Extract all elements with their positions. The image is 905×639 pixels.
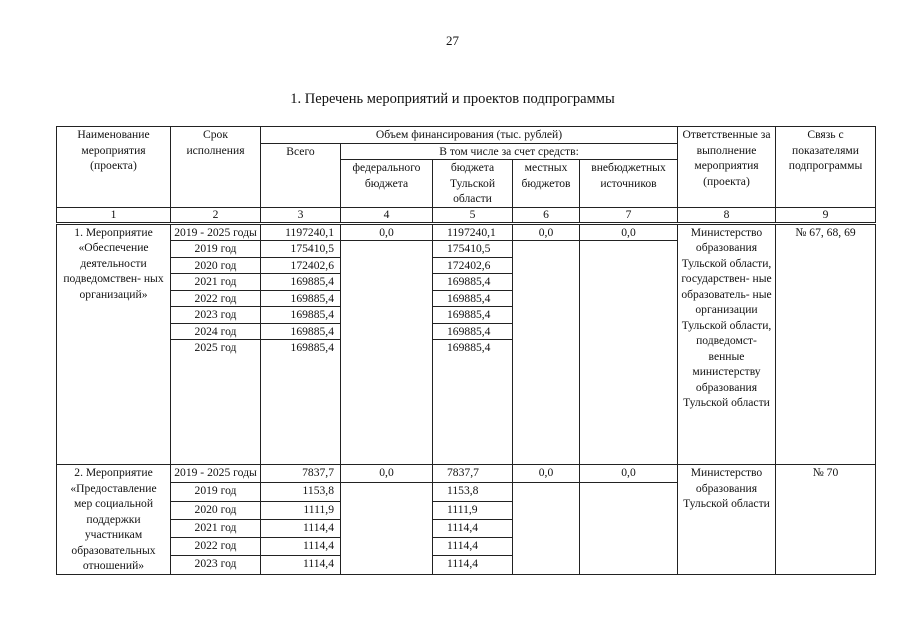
header-extra: внебюджетных источников [580,160,678,208]
page-number: 27 [446,33,459,48]
cell-regional: 1114,4 [433,538,513,556]
cell-total: 169885,4 [261,340,341,465]
cell-term: 2022 год [171,538,261,556]
cell-local: 0,0 [513,223,580,241]
cell-regional: 7837,7 [433,465,513,483]
cell-regional: 169885,4 [433,323,513,340]
measure-name: 2. Мероприятие «Предоставление мер социальной поддержки участникам образовательных отношений» [57,465,171,575]
cell-local [513,241,580,258]
column-number: 4 [341,207,433,223]
cell-local [513,257,580,274]
column-numbers-row [57,207,876,223]
cell-regional: 175410,5 [433,241,513,258]
cell-total: 1197240,1 [261,223,341,241]
cell-total: 172402,6 [261,257,341,274]
cell-term: 2019 год [171,483,261,501]
header-local: местных бюджетов [513,160,580,208]
header-responsible: Ответственные за выполнение мероприятия (проекта) [678,127,776,208]
cell-total: 1114,4 [261,538,341,556]
cell-local [513,519,580,537]
header-total: Всего [261,143,341,207]
cell-extra [580,274,678,291]
cell-local [513,501,580,519]
measure-name: 1. Мероприятие «Обеспечение деятельности подведомствен- ных организаций» [57,223,171,465]
header-regional: бюджета Тульской области [433,160,513,208]
column-number: 5 [433,207,513,223]
cell-federal [341,340,433,465]
cell-federal [341,483,433,501]
measure-indicator-link: № 67, 68, 69 [776,223,876,465]
measure-row [57,223,876,241]
header-name: Наименование мероприятия (проекта) [57,127,171,208]
cell-regional: 1111,9 [433,501,513,519]
measure-indicator-link: № 70 [776,465,876,575]
column-number: 1 [57,207,171,223]
cell-extra [580,340,678,465]
cell-federal [341,241,433,258]
cell-extra [580,556,678,574]
measure-responsible: Министерство образования Тульской области [678,465,776,575]
cell-total: 175410,5 [261,241,341,258]
cell-total: 1153,8 [261,483,341,501]
cell-regional: 1114,4 [433,556,513,574]
cell-term: 2023 год [171,307,261,324]
cell-extra [580,483,678,501]
header-row-1 [57,127,876,144]
cell-extra: 0,0 [580,223,678,241]
page-title: 1. Перечень мероприятий и проектов подпрограммы [290,91,615,107]
cell-federal [341,501,433,519]
cell-term: 2019 - 2025 годы [171,465,261,483]
cell-extra [580,290,678,307]
cell-regional: 1114,4 [433,519,513,537]
header-link: Связь с показателями подпрограммы [776,127,876,208]
cell-federal [341,556,433,574]
cell-extra [580,538,678,556]
cell-term: 2020 год [171,257,261,274]
cell-local [513,556,580,574]
cell-total: 169885,4 [261,307,341,324]
column-number: 9 [776,207,876,223]
cell-extra [580,501,678,519]
cell-federal [341,307,433,324]
cell-federal [341,290,433,307]
cell-extra [580,257,678,274]
measures-table [56,126,876,575]
cell-federal: 0,0 [341,223,433,241]
cell-regional: 172402,6 [433,257,513,274]
cell-regional: 169885,4 [433,340,513,465]
header-federal: федерального бюджета [341,160,433,208]
cell-extra [580,323,678,340]
column-number: 7 [580,207,678,223]
cell-term: 2024 год [171,323,261,340]
cell-federal [341,274,433,291]
cell-extra [580,307,678,324]
cell-regional: 1153,8 [433,483,513,501]
cell-total: 7837,7 [261,465,341,483]
cell-local [513,538,580,556]
cell-local [513,323,580,340]
header-term: Срок исполнения [171,127,261,208]
cell-federal: 0,0 [341,465,433,483]
header-including: В том числе за счет средств: [341,143,678,160]
measure-row [57,465,876,483]
cell-local: 0,0 [513,465,580,483]
cell-local [513,307,580,324]
cell-federal [341,323,433,340]
cell-extra: 0,0 [580,465,678,483]
cell-local [513,274,580,291]
cell-term: 2019 - 2025 годы [171,223,261,241]
column-number: 6 [513,207,580,223]
cell-local [513,290,580,307]
cell-term: 2020 год [171,501,261,519]
cell-federal [341,519,433,537]
cell-term: 2023 год [171,556,261,574]
cell-federal [341,257,433,274]
cell-total: 169885,4 [261,323,341,340]
header-funding: Объем финансирования (тыс. рублей) [261,127,678,144]
cell-total: 1111,9 [261,501,341,519]
cell-regional: 169885,4 [433,307,513,324]
cell-extra [580,241,678,258]
cell-local [513,483,580,501]
cell-local [513,340,580,465]
cell-term: 2022 год [171,290,261,307]
cell-federal [341,538,433,556]
cell-regional: 169885,4 [433,274,513,291]
cell-term: 2025 год [171,340,261,465]
cell-term: 2021 год [171,519,261,537]
cell-total: 169885,4 [261,274,341,291]
cell-term: 2021 год [171,274,261,291]
column-number: 3 [261,207,341,223]
cell-total: 1114,4 [261,556,341,574]
cell-term: 2019 год [171,241,261,258]
cell-total: 1114,4 [261,519,341,537]
measure-responsible: Министерство образования Тульской области, государствен- ные образователь- ные организации Тульской области, подведомст- венные министерству образования Тульской области [678,223,776,465]
cell-regional: 169885,4 [433,290,513,307]
cell-extra [580,519,678,537]
column-number: 8 [678,207,776,223]
column-number: 2 [171,207,261,223]
cell-total: 169885,4 [261,290,341,307]
cell-regional: 1197240,1 [433,223,513,241]
